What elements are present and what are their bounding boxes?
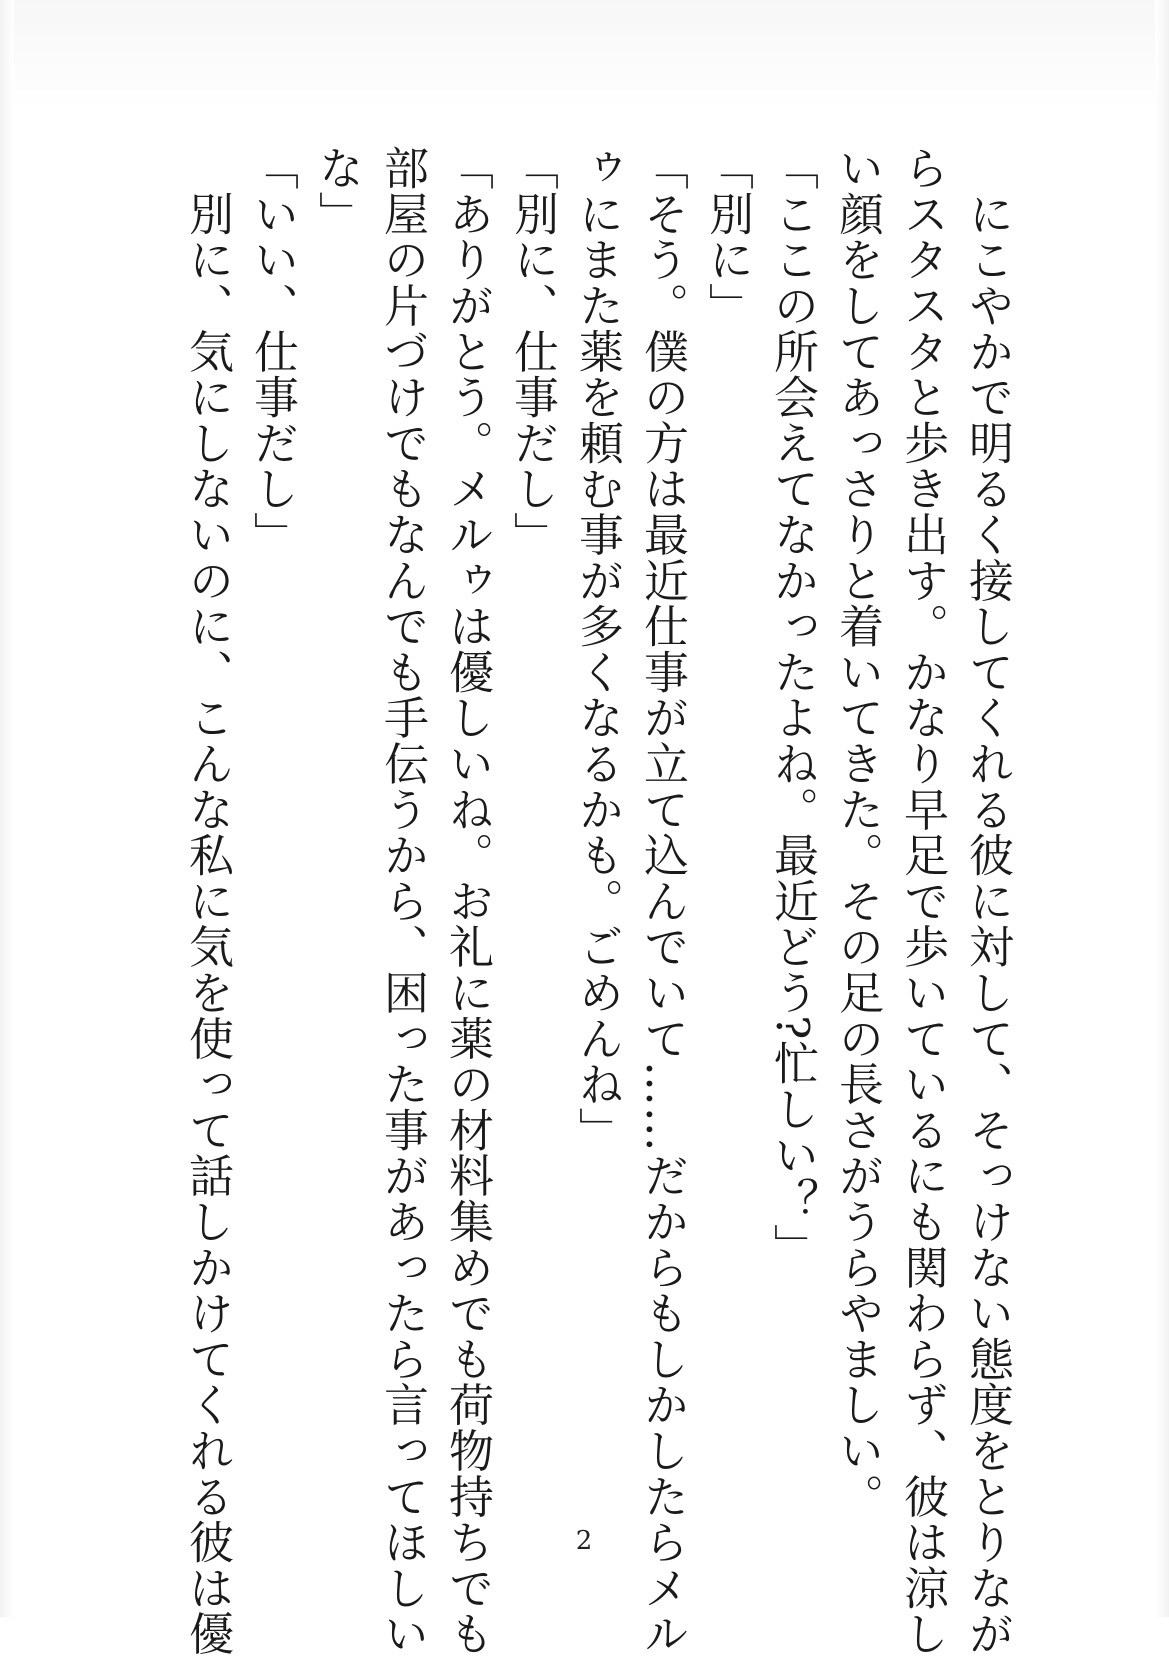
- page-right-edge: [1155, 0, 1169, 1617]
- text-line: 部屋の片づけでもなんでも手伝うから、困った事があったら言ってほしい: [376, 145, 429, 1656]
- vertical-body-text: [181, 145, 1020, 1656]
- text-line: 「いい、仕事だし」: [246, 145, 299, 558]
- text-line: らスタスタと歩き出す。かなり早足で歩いているにも関わらず、彼は涼し: [896, 145, 949, 1656]
- page-left-edge: [0, 0, 14, 1617]
- text-line: にこやかで明るく接してくれる彼に対して、そっけない態度をとりなが: [961, 145, 1014, 1656]
- text-line: 「ありがとう。メルゥは優しいね。お礼に薬の材料集めでも荷物持ちでも: [441, 145, 494, 1656]
- page-number: 2: [575, 1526, 593, 1556]
- text-line: 「別に」: [701, 145, 754, 329]
- text-line: ゥにまた薬を頼む事が多くなるかも。ごめんね」: [571, 145, 624, 1153]
- text-line: な」: [311, 145, 364, 237]
- text-line: 別に、気にしないのに、こんな私に気を使って話しかけてくれる彼は優: [181, 145, 234, 1656]
- page-top-shadow: [0, 0, 1169, 110]
- text-line: 「ここの所会えてなかったよね。最近どう?忙しい？」: [766, 145, 819, 1270]
- text-line: 「別に、仕事だし」: [506, 145, 559, 558]
- text-line: 「そう。僕の方は最近仕事が立て込んでいて……だからもしかしたらメル: [636, 145, 689, 1656]
- text-line: い顔をしてあっさりと着いてきた。その足の長さがうらやましい。: [831, 145, 884, 1519]
